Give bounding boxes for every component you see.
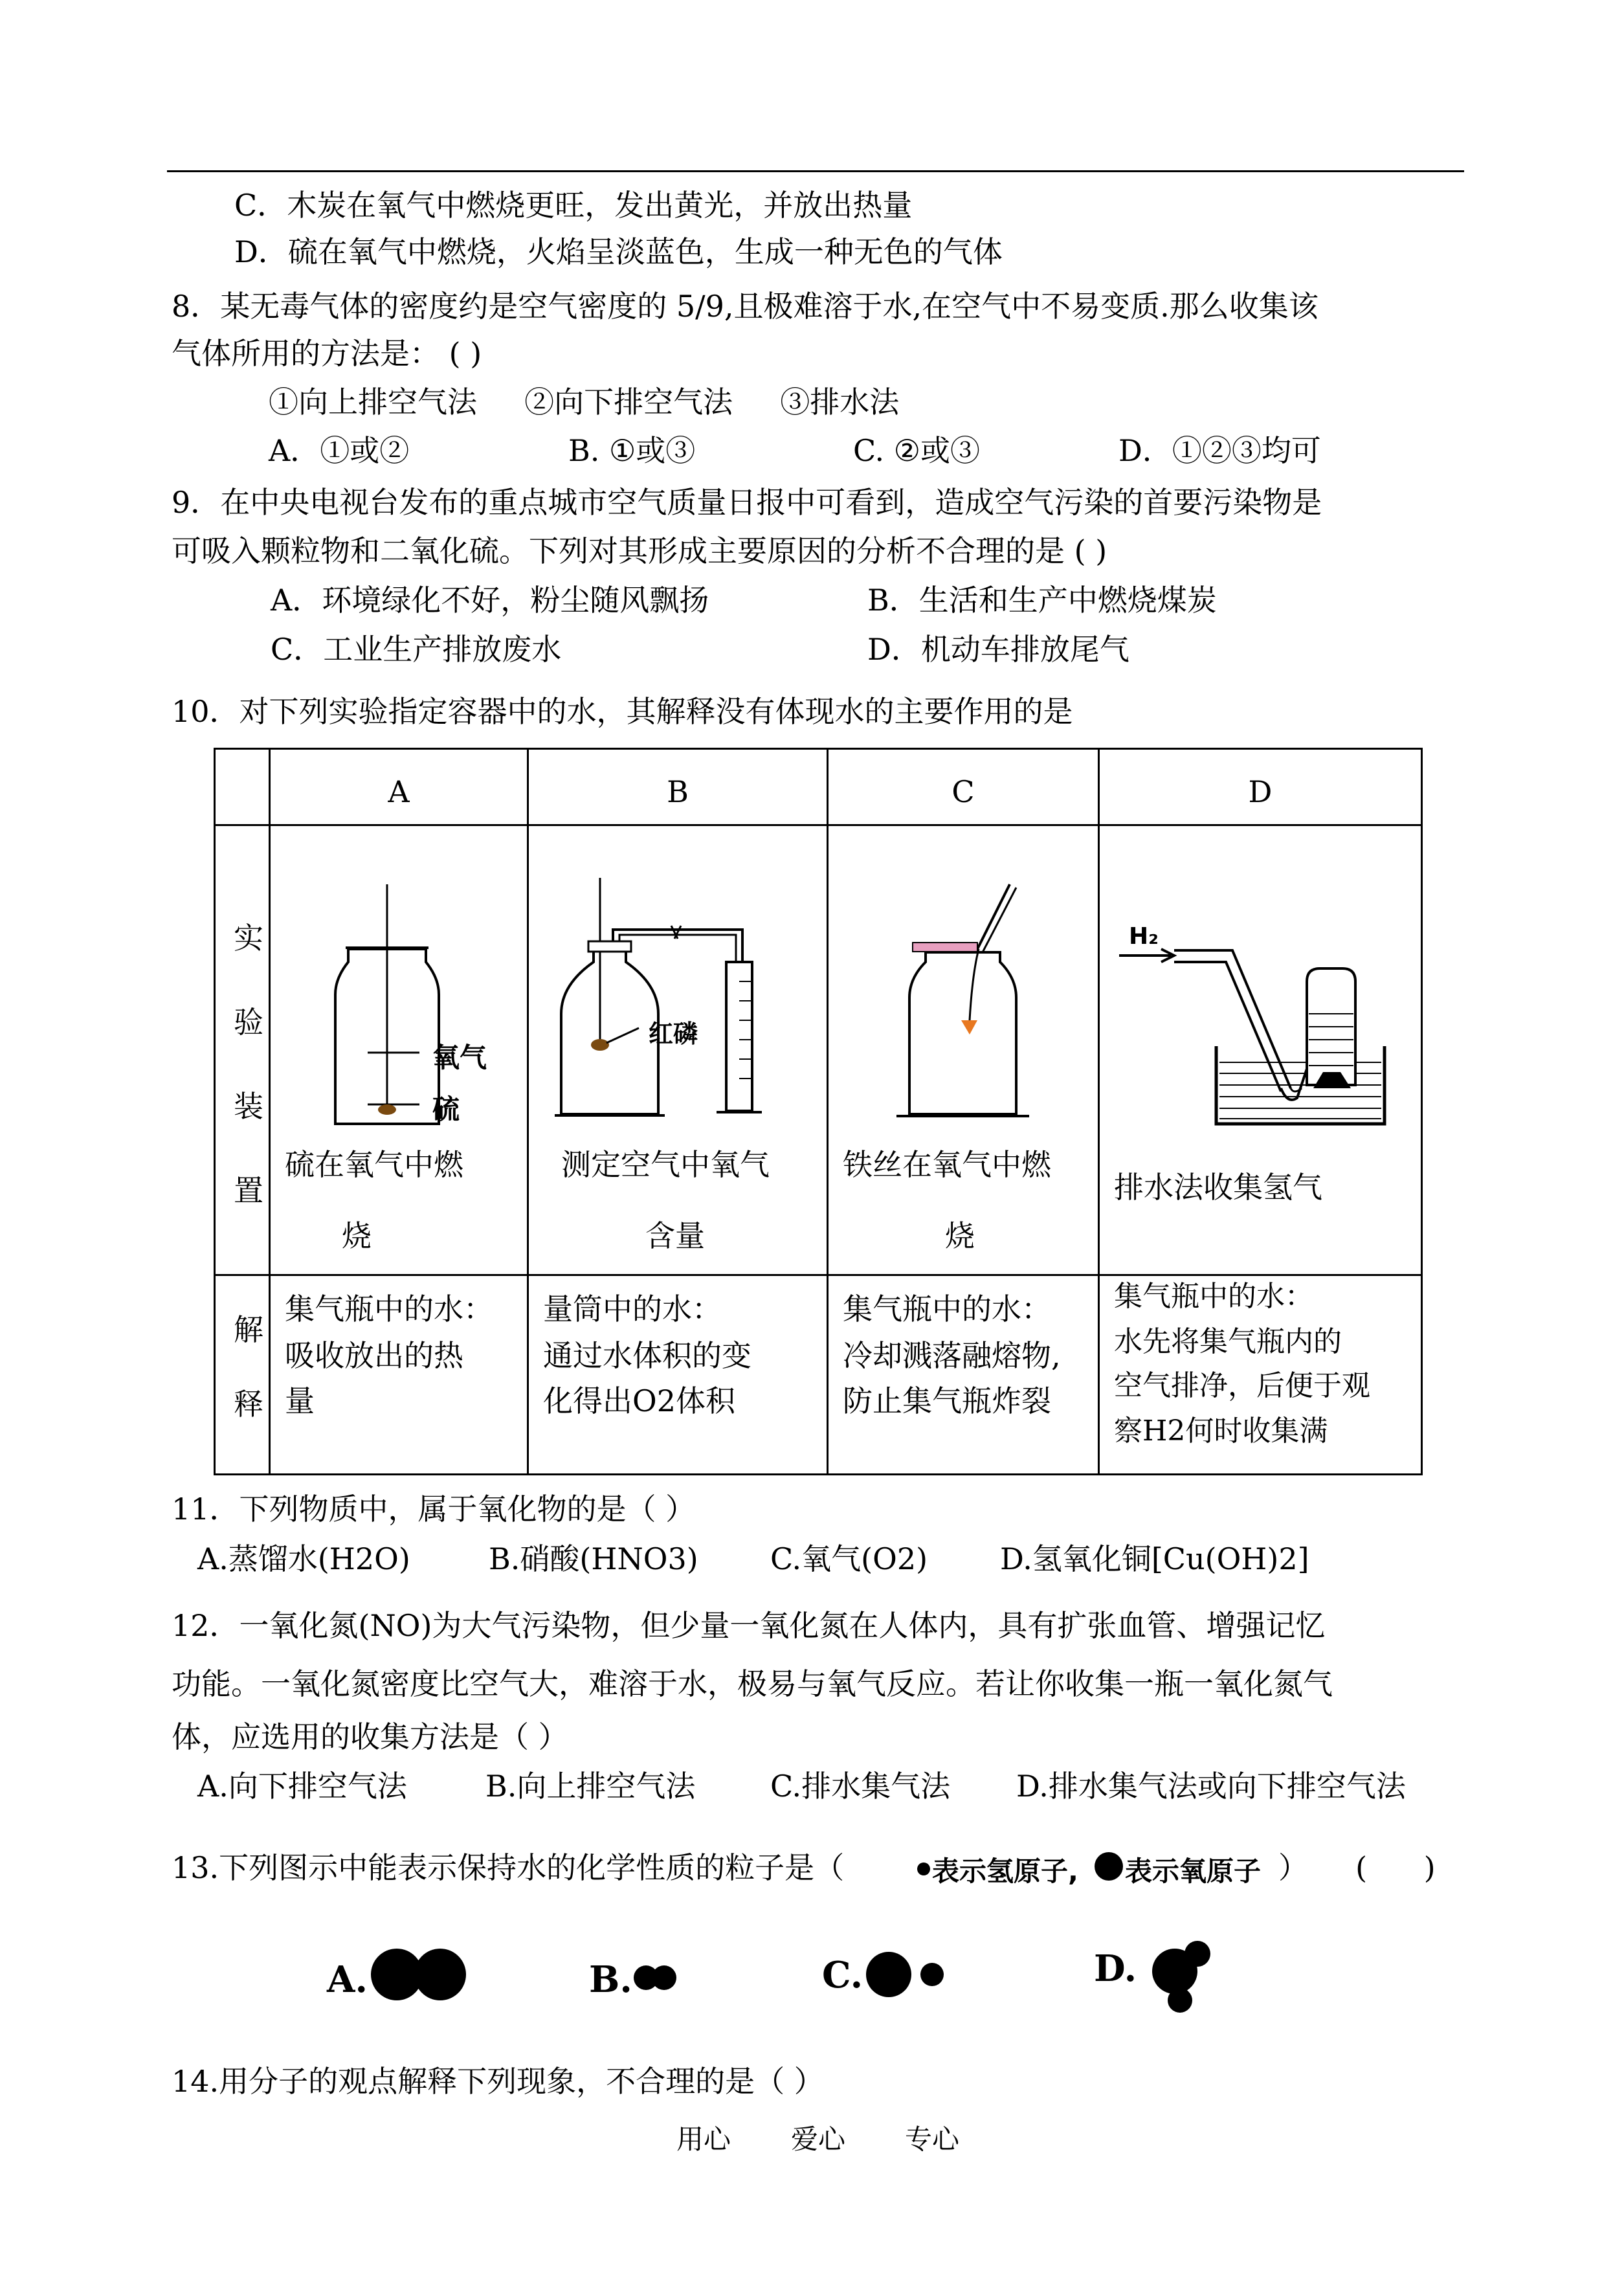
q12-option-c: C.排水集气法 — [770, 1769, 951, 1804]
q13-option-b-label: B. — [589, 1958, 632, 2001]
explain-c-line2: 冷却溅落融熔物, — [843, 1338, 1061, 1373]
row-label-setup — [215, 825, 270, 1275]
caption-c-line1: 铁丝在氧气中燃 — [843, 1147, 1051, 1182]
q8-option-a: A．①或② — [269, 433, 410, 468]
q12-option-b: B.向上排空气法 — [485, 1769, 696, 1804]
header-c: C — [951, 774, 975, 809]
header-rule — [167, 170, 1464, 172]
q13-stem: 13.下列图示中能表示保持水的化学性质的粒子是（ — [172, 1850, 845, 1885]
q12-stem-line1: 12．一氧化氮(NO)为大气污染物，但少量一氧化氮在人体内，具有扩张血管、增强记忆 — [172, 1608, 1326, 1643]
q10-stem: 10．对下列实验指定容器中的水，其解释没有体现水的主要作用的是 — [172, 694, 1073, 729]
q12-stem-line2: 功能。一氧化氮密度比空气大，难溶于水，极易与氧气反应。若让你收集一瓶一氧化氮气 — [172, 1666, 1333, 1701]
q11-option-c: C.氧气(O2) — [770, 1541, 928, 1576]
label-char: 验 — [234, 1005, 263, 1040]
footer-text-3: 专心 — [905, 2123, 960, 2155]
label-char: 实 — [234, 921, 263, 956]
explain-d-line1: 集气瓶中的水： — [1114, 1280, 1313, 1313]
oxygen-atom-legend-icon — [1094, 1851, 1124, 1881]
q13-option-a-label: A. — [327, 1958, 368, 2001]
explain-c-line1: 集气瓶中的水： — [843, 1292, 1051, 1326]
q13-option-d-label: D. — [1094, 1947, 1137, 1990]
label-char: 装 — [234, 1089, 263, 1124]
hydrogen-atom-legend-icon — [917, 1862, 931, 1876]
explain-cell-a — [270, 1275, 528, 1475]
header-d: D — [1248, 774, 1273, 809]
q13-option-d-molecule — [1142, 1936, 1214, 2013]
q14-stem: 14.用分子的观点解释下列现象，不合理的是（ ） — [172, 2064, 824, 2099]
q12-option-d: D.排水集气法或向下排空气法 — [1016, 1769, 1406, 1804]
q11-option-d: D.氢氧化铜[Cu(OH)2] — [1000, 1541, 1309, 1576]
q12-option-a: A.向下排空气法 — [197, 1769, 407, 1804]
q9-stem-line1: 9．在中央电视台发布的重点城市空气质量日报中可看到，造成空气污染的首要污染物是 — [172, 485, 1322, 520]
footer-text-1: 用心 — [676, 2123, 731, 2155]
table-corner — [215, 749, 270, 825]
caption-a-line2: 烧 — [342, 1218, 372, 1253]
setup-cell-b — [528, 825, 828, 1275]
caption-c-line2: 烧 — [945, 1218, 975, 1253]
explain-a-line1: 集气瓶中的水： — [285, 1292, 493, 1326]
setup-cell-d — [1099, 825, 1422, 1275]
q7-option-d: D．硫在氧气中燃烧，火焰呈淡蓝色，生成一种无色的气体 — [234, 234, 1003, 269]
caption-a-line1: 硫在氧气中燃 — [285, 1147, 463, 1182]
header-a: A — [388, 774, 410, 809]
label-h2: H₂ — [1129, 923, 1159, 950]
row-label-explain — [215, 1275, 270, 1475]
setup-cell-c — [828, 825, 1099, 1275]
header-b: B — [667, 774, 689, 809]
caption-d: 排水法收集氢气 — [1114, 1170, 1322, 1205]
q9-option-b: B．生活和生产中燃烧煤炭 — [867, 583, 1217, 618]
q9-option-d: D．机动车排放尾气 — [867, 632, 1129, 667]
q13-option-b-molecule — [633, 1962, 678, 1994]
footer-text-2: 爱心 — [791, 2123, 846, 2155]
explain-cell-d — [1099, 1275, 1422, 1475]
explain-b-line3: 化得出O2体积 — [543, 1383, 735, 1418]
caption-b-line2: 含量 — [645, 1218, 705, 1253]
q11-stem: 11．下列物质中，属于氧化物的是（ ） — [172, 1492, 696, 1527]
q13-legend-oxygen: 表示氧原子 — [1125, 1855, 1262, 1887]
caption-b-line1: 测定空气中氧气 — [561, 1147, 770, 1182]
sulfur-burning-apparatus — [271, 865, 527, 1150]
explain-d-line2: 水先将集气瓶内的 — [1114, 1325, 1342, 1358]
q12-stem-line3: 体，应选用的收集方法是（ ） — [172, 1719, 568, 1754]
q13-option-a-molecule — [368, 1945, 471, 2004]
label-char: 解 — [234, 1312, 263, 1347]
label-oxygen: 氧气 — [432, 1042, 487, 1073]
q8-stem-line1: 8．某无毒气体的密度约是空气密度的 5/9,且极难溶于水,在空气中不易变质.那么收集该 — [172, 289, 1318, 324]
q8-option-c: C. ②或③ — [853, 433, 981, 468]
q13-answer-blank: ） ( ) — [1278, 1850, 1436, 1885]
label-red-phosphorus: 红磷 — [649, 1020, 698, 1048]
q9-option-a: A．环境绿化不好，粉尘随风飘扬 — [271, 583, 709, 618]
q7-option-c: C．木炭在氧气中燃烧更旺，发出黄光，并放出热量 — [234, 188, 913, 223]
explain-d-line3: 空气排净，后便于观 — [1114, 1369, 1370, 1402]
explain-a-line3: 量 — [285, 1383, 315, 1418]
explain-a-line2: 吸收放出的热 — [285, 1338, 463, 1373]
label-sulfur: 硫 — [432, 1093, 460, 1125]
oxygen-content-apparatus — [529, 865, 827, 1150]
q11-option-a: A.蒸馏水(H2O) — [197, 1541, 410, 1576]
q13-option-c-label: C. — [822, 1954, 863, 1997]
q8-stem-line2: 气体所用的方法是： ( ) — [172, 336, 482, 371]
explain-cell-c — [828, 1275, 1099, 1475]
hydrogen-water-collection-apparatus — [1100, 865, 1421, 1163]
q11-option-b: B.硝酸(HNO3) — [489, 1541, 698, 1576]
explain-b-line2: 通过水体积的变 — [543, 1338, 751, 1373]
q10-table — [214, 748, 1423, 1475]
label-char: 释 — [234, 1387, 263, 1422]
explain-cell-b — [528, 1275, 828, 1475]
setup-cell-a — [270, 825, 528, 1275]
q9-option-c: C．工业生产排放废水 — [271, 632, 562, 667]
q13-option-c-molecule — [864, 1945, 948, 2004]
q13-legend-hydrogen: 表示氢原子, — [932, 1855, 1078, 1887]
explain-b-line1: 量筒中的水： — [543, 1292, 722, 1326]
explain-d-line4: 察H2何时收集满 — [1114, 1415, 1328, 1448]
explain-c-line3: 防止集气瓶炸裂 — [843, 1383, 1051, 1418]
q8-option-b: B. ①或③ — [568, 433, 696, 468]
q8-option-d: D．①②③均可 — [1118, 433, 1321, 468]
label-char: 置 — [234, 1173, 263, 1208]
iron-wire-burning-apparatus — [829, 865, 1098, 1150]
q8-methods: ①向上排空气法 ②向下排空气法 ③排水法 — [269, 385, 900, 419]
q9-stem-line2: 可吸入颗粒物和二氧化硫。下列对其形成主要原因的分析不合理的是 ( ) — [172, 533, 1107, 568]
